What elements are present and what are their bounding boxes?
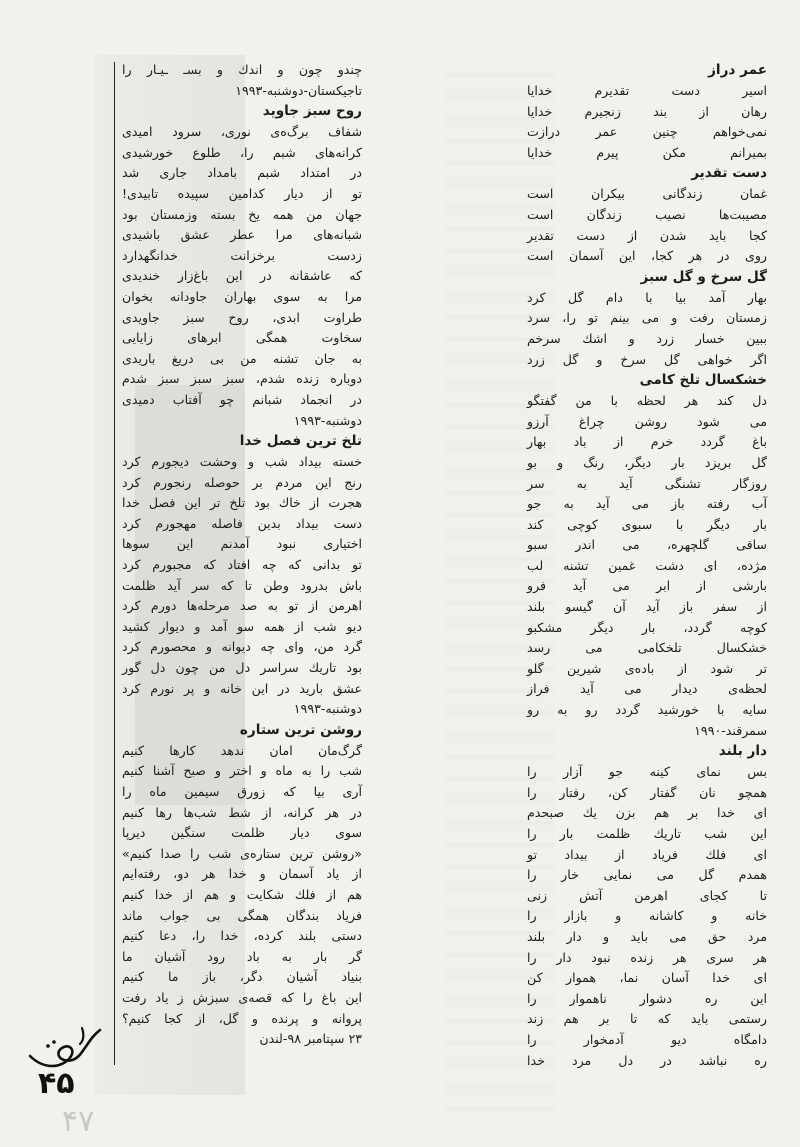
poem-line: دل کند هر لحظه با من گفتگو xyxy=(527,393,767,409)
poem-line: روزگار تشنگی آید به سر xyxy=(527,475,767,491)
poem-line: سوی دیار ظلمت سنگین دیرپا xyxy=(122,825,362,841)
right-poem-column xyxy=(527,60,767,1071)
poem-line: فریاد بندگان همگی بی جواب ماند xyxy=(122,907,362,923)
poem-line: بمیرانم مكن پیرم خدایا xyxy=(527,144,767,160)
poem-line: گل بریزد بار دیگر، رنگ و بو xyxy=(527,454,767,470)
poem-line: رستمی باید که تا بر هم زند xyxy=(527,1011,767,1027)
poem-title: گل سرخ و گل سبز xyxy=(640,268,767,285)
poem-line: پروانه و پرنده و گل، از کجا کنیم؟ xyxy=(122,1010,362,1026)
poem-line: كه عاشقانه در این باغ‌زار خندیدی xyxy=(122,268,362,284)
poem-line: تو بدانی که چه افتاد که مجبورم کرد xyxy=(122,557,362,573)
poem-line: دامگاه دیو آدمخوار را xyxy=(527,1031,767,1047)
poem-line: سایه با خورشید گردد رو به رو xyxy=(527,702,767,718)
poem-line: رنج این مردم بر حوصله رنجورم کرد xyxy=(122,474,362,490)
poem-line: دوشنبه-۱۹۹۳ xyxy=(293,412,362,428)
poem-line: گر بار به باد رود آشیان ما xyxy=(122,948,362,964)
poem-line: ای فلك فریاد از بیداد تو xyxy=(527,846,767,862)
poem-line: ببین خسار زرد و اشك سرخم xyxy=(527,330,767,346)
poem-line: كجا باید شدن از دست تقدیر xyxy=(527,227,767,243)
poem-line: شب را به ماه و اختر و صبح آشنا کنیم xyxy=(122,763,362,779)
poem-line: جهان من همه یخ بسته وزمستان بود xyxy=(122,206,362,222)
poem-line: روی در هر کجا، این آسمان است xyxy=(527,248,767,264)
poem-line: بود تاریك سراسر دل من چون دل گور xyxy=(122,660,362,676)
poem-line: اهرمن از تو به صد مرحله‌ها دورم کرد xyxy=(122,598,362,614)
poem-line: تاجيكستان-دوشنبه-۱۹۹۳ xyxy=(235,82,362,98)
poem-line: بس نمای کینه جو آزار را xyxy=(527,764,767,780)
poem-line: می شود روشن چراغ آرزو xyxy=(527,413,767,429)
poem-line: هم از فلك شكايت و هم از خدا كنيم xyxy=(122,886,362,902)
poem-line: ره نباشد در دل مرد خدا xyxy=(527,1052,767,1068)
poem-line: اختیاری نبود آمدنم این سوها xyxy=(122,536,362,552)
poem-line: ۲۳ سپتامبر ۹۸-لندن xyxy=(259,1031,362,1047)
poem-line: بنیاد آشیان دگر، باز ما کنیم xyxy=(122,969,362,985)
poem-line: دیو شب از همه سو آمد و دیوار کشید xyxy=(122,618,362,634)
column-divider-line xyxy=(114,62,115,1065)
poem-line: بهار آمد بیا با دام گل کرد xyxy=(527,289,767,305)
poem-line: همدم گل می نمایی خار را xyxy=(527,867,767,883)
poem-line: گرگ‌مان امان ندهد کارها کنیم xyxy=(122,742,362,758)
poem-line: شفاف برگ‌ه‌ی نوری، سرود امیدی xyxy=(122,124,362,140)
poem-line: سمرقند-۱۹۹۰ xyxy=(694,722,767,738)
poem-title: روشن ترين ستاره xyxy=(239,721,362,738)
poem-title: روح سبز جاويد xyxy=(262,103,362,120)
poem-line: گرد من، وای چه دیوانه و محصورم کرد xyxy=(122,639,362,655)
poem-line: آری بیا که زورق سیمین ماه را xyxy=(122,784,362,799)
poem-line: اگر خواهی گل سرخ و گل زرد xyxy=(527,351,767,367)
poem-line: دوباره زنده شدم، سبز سبز سبز شدم xyxy=(122,371,362,387)
poem-line: مصیبت‌ها نصیب زندگان است xyxy=(527,206,767,222)
poem-line: تو از دیار کدامین سپیده تابیدی! xyxy=(122,185,362,201)
poem-line: زمستان رفت و می بینم تو را، سرد xyxy=(527,310,767,326)
poem-line: مرد حق می باید و دار بلند xyxy=(527,928,767,944)
poem-line: «روشن ترین ستاره‌ی شب را صدا کنیم» xyxy=(122,845,362,861)
poem-line: كرانه‌های شبم را، طلوع خورشیدی xyxy=(122,144,362,160)
poem-line: باغ گردد خرم از باد بهار xyxy=(527,434,767,450)
poem-line: هر سری هر زنده نبود دار را xyxy=(527,949,767,965)
poem-title: دار بلند xyxy=(718,743,767,760)
poem-line: مرا به سوی بهاران جاودانه بخوان xyxy=(122,288,362,304)
poem-line: در هر کرانه، از شط شب‌ها رها کنیم xyxy=(122,804,362,820)
poem-line: مژده، ای دشت غمین تشنه لب xyxy=(527,557,767,573)
poem-line: تر شود از باده‌ی شیرین گلو xyxy=(527,660,767,676)
poem-line: در امتداد شبم بامداد جاری شد xyxy=(122,165,362,181)
poem-line: زدست برخزانت خدانگهدارد xyxy=(122,247,362,263)
poem-line: چندو چون و اندك و بسـ ـيـار را xyxy=(122,62,362,77)
poem-line: این باغ را كه قصه‌ی سبزش ز یاد رفت xyxy=(122,989,362,1005)
poem-line: لحظه‌ی دیدار می آید فراز xyxy=(527,681,767,697)
poem-line: غمان زندگانی بیکران است xyxy=(527,186,767,202)
magazine-logo-icon xyxy=(22,1022,107,1070)
poem-line: دستی بلند کرده، خدا را، دعا كنيم xyxy=(122,928,362,944)
poem-line: آب رفته باز می آید به جو xyxy=(527,496,767,512)
poem-line: ساقی گلچهره، می اندر سبو xyxy=(527,537,767,553)
left-poem-column xyxy=(122,60,362,1050)
poem-line: این ره دشوار ناهموار را xyxy=(527,990,767,1006)
poem-line: عشق بارید در این خانه و پر نورم کرد xyxy=(122,680,362,696)
poem-line: اسیر دست تقدیرم خدایا xyxy=(527,83,767,98)
poem-line: از سفر باز آید آن گیسو بلند xyxy=(527,599,767,615)
poem-line: ای خدا بر هم بزن یك صبحدم xyxy=(527,805,767,821)
poem-line: باش بدرود وطن تا که سر آید ظلمت xyxy=(122,577,362,593)
poem-line: دوشنبه-۱۹۹۳ xyxy=(293,701,362,717)
poem-line: خانه و کاشانه و بازار را xyxy=(527,908,767,924)
poem-line: رهان از بند زنجیرم خدایا xyxy=(527,103,767,119)
poem-line: تا کجای اهرمن آتش زنی xyxy=(527,887,767,903)
poem-line: شبانه‌های مرا عطر عشق باشیدی xyxy=(122,227,362,243)
poem-line: طراوت ابدی، روح سبز جاویدی xyxy=(122,309,362,325)
poem-line: بارشی از ابر می آید فرو xyxy=(527,578,767,594)
poem-title: عمر دراز xyxy=(708,62,767,78)
poem-line: کوچه گردد، بار دیگر مشکبو xyxy=(527,619,767,635)
poem-title: تلخ ترين فصل خدا xyxy=(239,433,362,450)
poem-line: به جان تشنه من بی دریغ باریدی xyxy=(122,350,362,366)
poem-title: خشكسال تلخ كامی xyxy=(639,372,767,389)
poem-line: ای خدا آسان نما، هموار کن xyxy=(527,970,767,986)
poem-line: از یاد آسمان و خدا هر دو، رفته‌ایم xyxy=(122,866,362,882)
poem-title: دست تقدير xyxy=(691,165,767,182)
poem-line: خسته بیداد شب و وحشت دیجورم کرد xyxy=(122,454,362,470)
poem-line: دست بیداد بدین فاصله مهجورم کرد xyxy=(122,515,362,531)
poem-line: هجرت از خاك بود تلخ تر این فصل خدا xyxy=(122,495,362,511)
poem-line: این شب تاریك ظلمت بار را xyxy=(527,826,767,841)
bleed-through-page-number: ۴۷ xyxy=(62,1104,95,1139)
poem-line: سخاوت همگی ابرهای زایایی xyxy=(122,330,362,346)
poem-line: خشکسال تلخکامی می رسد xyxy=(527,640,767,656)
poem-line: همچو نان گفتار کن، رفتار را xyxy=(527,784,767,800)
poem-line: بار دیگر با سبوی کوچی کند xyxy=(527,516,767,532)
page-number: ۴۵ xyxy=(38,1066,75,1101)
poem-line: نمی‌خواهم چنین عمر درازت xyxy=(527,124,767,140)
poem-line: در انجماد شبانم چو آفتاب دمیدی xyxy=(122,391,362,407)
